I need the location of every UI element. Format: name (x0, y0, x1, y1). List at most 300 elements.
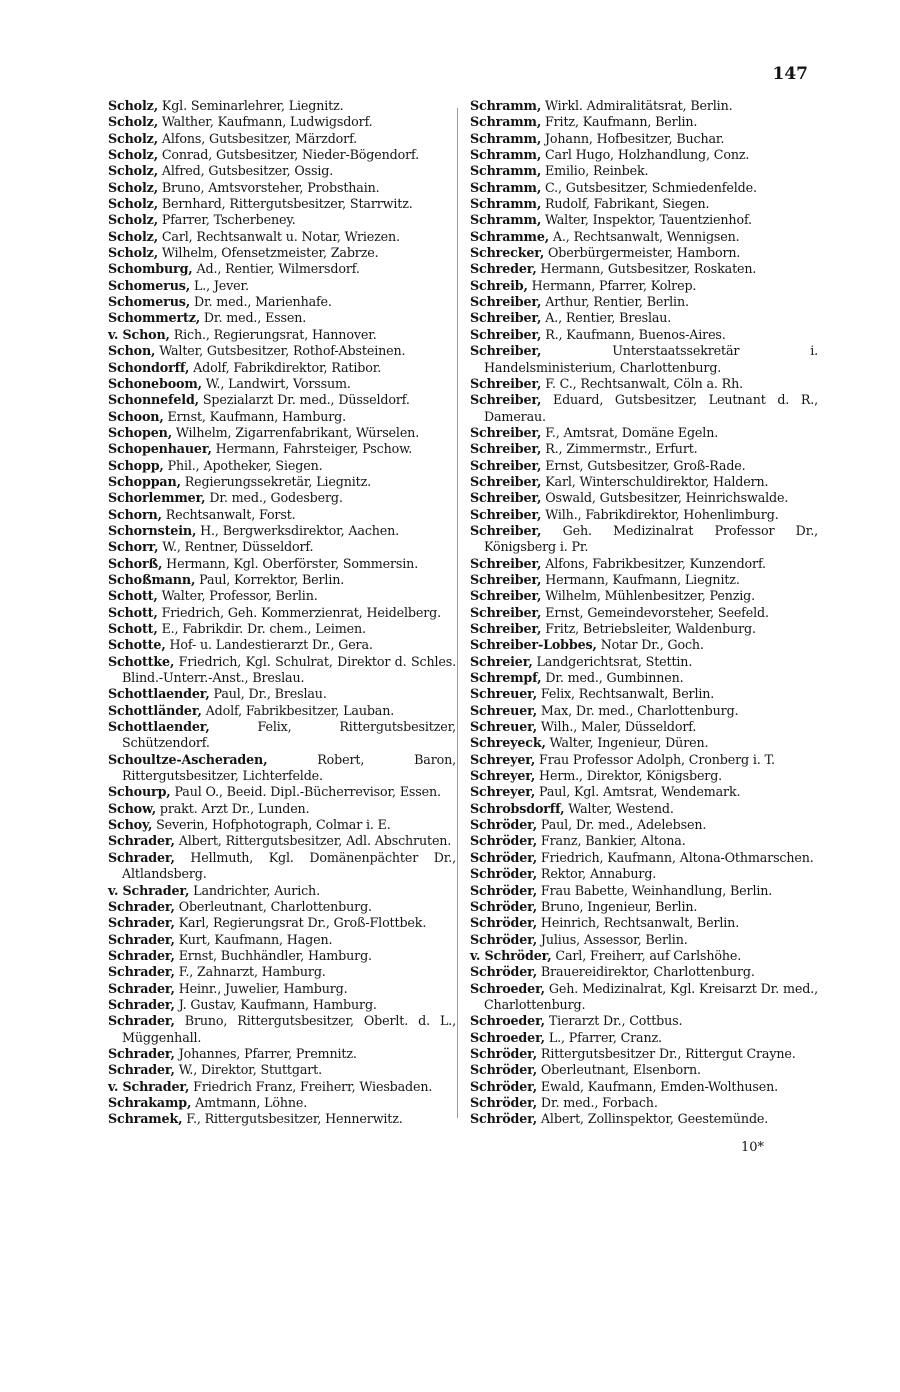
entry-surname: Schrecker, (470, 245, 545, 261)
entry-surname: Schottlaender, (108, 686, 210, 702)
entry-surname: Schott, (108, 588, 158, 604)
directory-entry (470, 163, 818, 179)
entry-surname: Schreiber, (470, 457, 542, 473)
directory-entry (108, 343, 456, 359)
entry-details: Carl, Freiherr, auf Carlshöhe. (555, 947, 742, 963)
entry-details: Rektor, Annaburg. (540, 866, 657, 882)
directory-entry (470, 490, 818, 506)
directory-entry (470, 605, 818, 621)
entry-details: Walter, Professor, Berlin. (161, 588, 318, 604)
directory-entry (108, 360, 456, 376)
directory-entry (108, 458, 456, 474)
entry-surname: Scholz, (108, 163, 158, 179)
entry-surname: v. Schröder, (470, 947, 552, 963)
entry-surname: Schomerus, (108, 277, 191, 293)
directory-entry (470, 735, 818, 751)
directory-entry (470, 245, 818, 261)
entry-surname: Schornstein, (108, 522, 197, 538)
entry-details: Frau Professor Adolph, Cronberg i. T. (539, 751, 775, 767)
entry-details: Emilio, Reinbek. (544, 163, 649, 179)
entry-surname: Schorlemmer, (108, 490, 206, 506)
directory-entry (470, 833, 818, 849)
directory-entry (108, 850, 456, 883)
directory-entry (470, 719, 818, 735)
entry-details: Franz, Bankier, Altona. (540, 833, 686, 849)
entry-details: Ewald, Kaufmann, Emden-Wolthusen. (540, 1078, 779, 1094)
directory-entry (470, 801, 818, 817)
directory-entry (470, 507, 818, 523)
entry-surname: Schroeder, (470, 1029, 545, 1045)
entry-surname: Schottke, (108, 653, 175, 669)
entry-details: F., Amtsrat, Domäne Egeln. (545, 424, 719, 440)
entry-surname: Schoy, (108, 817, 153, 833)
entry-details: Friedrich, Kgl. Schulrat, Direktor d. Schles. Blind.-Unterr.-Anst., Breslau. (122, 653, 456, 686)
entry-details: Bruno, Rittergutsbesitzer, Oberlt. d. L., Müggenhall. (122, 1013, 457, 1045)
entry-surname: Schrader, (108, 964, 175, 980)
entry-details: Hellmuth, Kgl. Domänenpächter Dr., Altlandsberg. (122, 849, 456, 882)
entry-surname: v. Schrader, (108, 882, 190, 898)
directory-entry (108, 1079, 456, 1095)
directory-entry (108, 212, 456, 228)
entry-details: Arthur, Rentier, Berlin. (545, 294, 689, 310)
directory-entry (108, 409, 456, 425)
entry-details: Walther, Kaufmann, Ludwigsdorf. (161, 114, 373, 130)
entry-surname: Scholz, (108, 245, 158, 261)
entry-surname: Schreuer, (470, 719, 537, 735)
entry-surname: Schopenhauer, (108, 441, 212, 457)
directory-entry (470, 670, 818, 686)
entry-surname: Schommertz, (108, 310, 201, 326)
entry-surname: Schröder, (470, 1111, 538, 1127)
entry-details: Bruno, Amtsvorsteher, Probsthain. (161, 179, 380, 195)
entry-details: Wilh., Maler, Düsseldorf. (540, 719, 697, 735)
directory-entry (470, 294, 818, 310)
entry-surname: Schrobsdorff, (470, 800, 565, 816)
entry-surname: Schroeder, (470, 980, 545, 996)
entry-details: Amtmann, Löhne. (195, 1094, 308, 1110)
directory-entry (470, 1062, 818, 1078)
directory-entry (108, 621, 456, 637)
entry-details: F., Zahnarzt, Hamburg. (178, 964, 326, 980)
directory-entry (470, 768, 818, 784)
entry-details: W., Landwirt, Vorssum. (205, 375, 351, 391)
directory-entry (108, 474, 456, 490)
entry-surname: Schröder, (470, 915, 538, 931)
entry-surname: Schramm, (470, 196, 542, 212)
entry-details: Wilh., Fabrikdirektor, Hohenlimburg. (545, 506, 779, 522)
entry-details: R., Kaufmann, Buenos-Aires. (545, 326, 726, 342)
entry-surname: Schröder, (470, 833, 538, 849)
entry-surname: Schröder, (470, 898, 538, 914)
entry-surname: Schramm, (470, 163, 542, 179)
directory-entry (108, 948, 456, 964)
directory-entry (470, 98, 818, 114)
entry-details: Adolf, Fabrikbesitzer, Lauban. (205, 702, 395, 718)
entry-surname: Schoßmann, (108, 571, 196, 587)
entry-details: Bernhard, Rittergutsbesitzer, Starrwitz. (161, 196, 413, 212)
left-column (108, 98, 456, 1128)
directory-entry (108, 261, 456, 277)
entry-surname: Scholz, (108, 114, 158, 130)
directory-entry (108, 98, 456, 114)
entry-surname: Schreiber-Lobbes, (470, 637, 597, 653)
directory-entry (108, 1046, 456, 1062)
entry-surname: Schrader, (108, 915, 175, 931)
entry-details: F., Rittergutsbesitzer, Hennerwitz. (186, 1111, 403, 1127)
entry-surname: Schourp, (108, 784, 171, 800)
directory-entry (108, 686, 456, 702)
entry-surname: Schröder, (470, 931, 538, 947)
entry-surname: Schreyer, (470, 784, 536, 800)
entry-details: Robert, Baron, Rittergutsbesitzer, Lichterfelde. (122, 751, 457, 784)
entry-surname: Schreiber, (470, 621, 542, 636)
entry-surname: Schrader, (108, 1013, 175, 1029)
directory-entry (108, 752, 456, 785)
entry-surname: Schrader, (108, 947, 175, 963)
entry-details: Conrad, Gutsbesitzer, Nieder-Bögendorf. (161, 147, 420, 163)
entry-surname: Schramme, (470, 228, 550, 244)
entry-details: prakt. Arzt Dr., Lunden. (159, 800, 310, 816)
entry-surname: Schramm, (470, 130, 542, 146)
directory-entry (470, 343, 818, 376)
sheet-signature: 10* (740, 1140, 764, 1155)
entry-details: A., Rechtsanwalt, Wennigsen. (552, 228, 740, 244)
entry-surname: Scholz, (108, 147, 158, 163)
directory-entry (108, 425, 456, 441)
directory-entry (470, 229, 818, 245)
entry-details: Walter, Gutsbesitzer, Rothof-Absteinen. (159, 343, 406, 359)
entry-surname: Schoneboom, (108, 375, 202, 391)
entry-surname: Schreiber, (470, 310, 542, 326)
directory-entry (108, 817, 456, 833)
entry-details: Oberleutnant, Elsenborn. (540, 1062, 701, 1078)
entry-surname: Schreyer, (470, 751, 536, 767)
entry-details: R., Zimmermstr., Erfurt. (545, 441, 698, 457)
entry-details: Johann, Hofbesitzer, Buchar. (544, 130, 725, 146)
directory-entry (470, 621, 818, 637)
entry-surname: Schreiber, (470, 343, 542, 359)
directory-entry (108, 981, 456, 997)
entry-surname: Schrader, (108, 980, 175, 996)
directory-entry (108, 507, 456, 523)
directory-entry (470, 932, 818, 948)
entry-surname: Schramm, (470, 98, 542, 113)
directory-entry (108, 1013, 456, 1046)
entry-surname: Schrakamp, (108, 1094, 192, 1110)
directory-entry (470, 588, 818, 604)
entry-details: Karl, Winterschuldirektor, Haldern. (545, 473, 769, 489)
entry-details: Eduard, Gutsbesitzer, Leutnant d. R., Damerau. (484, 392, 818, 424)
directory-entry (470, 523, 818, 556)
directory-entry (108, 523, 456, 539)
directory-entry (108, 654, 456, 687)
entry-details: Rudolf, Fabrikant, Siegen. (544, 196, 710, 212)
directory-entry (470, 1079, 818, 1095)
entry-surname: Schreiber, (470, 294, 542, 310)
directory-entry (470, 915, 818, 931)
entry-details: Geh. Medizinalrat Professor Dr., Königsberg i. Pr. (484, 522, 818, 555)
directory-entry (470, 474, 818, 490)
entry-surname: Schrader, (108, 1045, 175, 1061)
directory-entry (470, 964, 818, 980)
entry-details: Hof- u. Landestierarzt Dr., Gera. (169, 637, 373, 653)
entry-surname: Schramm, (470, 114, 542, 130)
directory-entry (108, 1111, 456, 1127)
directory-entry (108, 572, 456, 588)
directory-entry (108, 801, 456, 817)
entry-surname: Schorr, (108, 539, 159, 555)
entry-details: Brauereidirektor, Charlottenburg. (540, 964, 755, 980)
entry-surname: Scholz, (108, 130, 158, 146)
directory-entry (470, 392, 818, 425)
directory-entry (108, 1062, 456, 1078)
entry-details: Dr. med., Gumbinnen. (545, 670, 684, 686)
entry-details: Felix, Rechtsanwalt, Berlin. (540, 686, 715, 702)
entry-surname: Schröder, (470, 1062, 538, 1078)
directory-entry (470, 114, 818, 130)
entry-details: Karl, Regierungsrat Dr., Groß-Flottbek. (178, 915, 427, 931)
directory-entry (108, 131, 456, 147)
directory-entry (470, 1046, 818, 1062)
entry-details: Friedrich Franz, Freiherr, Wiesbaden. (193, 1078, 433, 1094)
entry-details: Landrichter, Aurich. (193, 882, 320, 898)
entry-details: E., Fabrikdir. Dr. chem., Leimen. (161, 621, 366, 636)
entry-details: Albert, Zollinspektor, Geestemünde. (540, 1111, 769, 1127)
entry-details: Hermann, Gutsbesitzer, Roskaten. (540, 261, 757, 277)
entry-surname: Schramek, (108, 1111, 183, 1127)
entry-surname: Schreuer, (470, 686, 537, 702)
entry-surname: Schorß, (108, 555, 163, 571)
entry-details: Rich., Regierungsrat, Hannover. (173, 326, 377, 342)
entry-details: Felix, Rittergutsbesitzer, Schützendorf. (122, 719, 457, 751)
directory-entry (470, 196, 818, 212)
entry-surname: v. Schrader, (108, 1078, 190, 1094)
entry-surname: Schreiber, (470, 326, 542, 342)
entry-details: Ernst, Gemeindevorsteher, Seefeld. (545, 604, 769, 620)
directory-entry (108, 1095, 456, 1111)
entry-surname: Schreuer, (470, 702, 537, 718)
directory-entry (470, 376, 818, 392)
entry-surname: Schreiber, (470, 424, 542, 440)
entry-details: Carl, Rechtsanwalt u. Notar, Wriezen. (161, 228, 400, 244)
entry-surname: Schottlaender, (108, 719, 210, 735)
entry-details: F. C., Rechtsanwalt, Cöln a. Rh. (545, 375, 743, 391)
directory-entry (108, 637, 456, 653)
entry-details: Max, Dr. med., Charlottenburg. (540, 702, 739, 718)
entry-details: Rittergutsbesitzer Dr., Rittergut Crayne. (540, 1045, 796, 1061)
directory-entry (470, 654, 818, 670)
entry-details: H., Bergwerksdirektor, Aachen. (200, 522, 400, 538)
entry-details: Wilhelm, Ofensetzmeister, Zabrze. (161, 245, 379, 261)
entry-surname: Schotte, (108, 637, 166, 653)
entry-surname: Schreiber, (470, 473, 542, 489)
page-number: 147 (772, 64, 808, 84)
directory-entry (470, 686, 818, 702)
entry-details: Johannes, Pfarrer, Premnitz. (178, 1045, 357, 1061)
directory-entry (108, 392, 456, 408)
entry-details: Hermann, Fahrsteiger, Pschow. (215, 441, 413, 457)
directory-entry (108, 719, 456, 752)
entry-details: Ernst, Kaufmann, Hamburg. (167, 408, 347, 424)
column-divider (457, 108, 458, 1118)
directory-entry (108, 539, 456, 555)
entry-details: Heinr., Juwelier, Hamburg. (178, 980, 348, 996)
entry-surname: Schow, (108, 800, 156, 816)
entry-details: Albert, Rittergutsbesitzer, Adl. Abschruten. (178, 833, 452, 849)
directory-entry (470, 817, 818, 833)
entry-surname: Schreiber, (470, 588, 542, 604)
entry-surname: Schramm, (470, 212, 542, 228)
entry-details: Notar Dr., Goch. (600, 637, 704, 653)
entry-surname: Schröder, (470, 1094, 538, 1110)
entry-surname: Schröder, (470, 1045, 538, 1061)
entry-details: Paul, Dr. med., Adelebsen. (540, 817, 707, 833)
entry-details: Pfarrer, Tscherbeney. (161, 212, 296, 228)
entry-details: Paul, Dr., Breslau. (213, 686, 327, 702)
entry-details: Walter, Westend. (568, 800, 674, 816)
directory-entry (108, 327, 456, 343)
entry-surname: Schreiber, (470, 392, 542, 408)
entry-surname: Schomerus, (108, 294, 191, 310)
entry-details: L., Pfarrer, Cranz. (548, 1029, 662, 1045)
entry-details: Ernst, Gutsbesitzer, Groß-Rade. (545, 457, 746, 473)
entry-surname: Scholz, (108, 228, 158, 244)
entry-surname: Schon, (108, 343, 156, 359)
directory-entry (108, 294, 456, 310)
entry-surname: Schopen, (108, 424, 172, 440)
entry-surname: Scholz, (108, 179, 158, 195)
entry-details: Frau Babette, Weinhandlung, Berlin. (540, 882, 773, 898)
directory-entry (470, 556, 818, 572)
entry-surname: Schoppan, (108, 473, 181, 489)
directory-entry (108, 784, 456, 800)
directory-entry (108, 932, 456, 948)
entry-details: Wilhelm, Mühlenbesitzer, Penzig. (545, 588, 756, 604)
directory-entry (470, 883, 818, 899)
directory-entry (470, 147, 818, 163)
directory-entry (108, 588, 456, 604)
directory-entry (470, 637, 818, 653)
directory-entry (470, 1030, 818, 1046)
entry-surname: Schondorff, (108, 359, 190, 375)
directory-entry (108, 605, 456, 621)
entry-details: Carl Hugo, Holzhandlung, Conz. (544, 147, 750, 163)
directory-entry (470, 948, 818, 964)
entry-details: Alfons, Fabrikbesitzer, Kunzendorf. (545, 555, 766, 571)
entry-details: Paul O., Beeid. Dipl.-Bücherrevisor, Essen. (174, 784, 441, 800)
entry-details: Dr. med., Essen. (203, 310, 307, 326)
entry-surname: Schreiber, (470, 506, 542, 522)
entry-details: Geh. Medizinalrat, Kgl. Kreisarzt Dr. med., Charlottenburg. (484, 980, 818, 1012)
entry-surname: Schopp, (108, 457, 164, 473)
entry-details: Dr. med., Marienhafe. (193, 294, 332, 310)
directory-entry (108, 883, 456, 899)
directory-entry (108, 245, 456, 261)
entry-surname: Schreiber, (470, 375, 542, 391)
entry-details: Heinrich, Rechtsanwalt, Berlin. (540, 915, 740, 931)
entry-details: Hermann, Pfarrer, Kolrep. (531, 277, 697, 293)
entry-surname: Schottländer, (108, 702, 202, 718)
entry-details: Landgerichtsrat, Stettin. (536, 653, 693, 669)
directory-entry (108, 899, 456, 915)
entry-details: Oberbürgermeister, Hamborn. (548, 245, 741, 261)
directory-entry (470, 278, 818, 294)
entry-details: Unterstaatssekretär i. Handelsministerium, Charlottenburg. (484, 343, 819, 375)
entry-surname: Schreyer, (470, 768, 536, 784)
directory-entry (470, 327, 818, 343)
entry-details: Ernst, Buchhändler, Hamburg. (178, 947, 372, 963)
entry-surname: Schreiber, (470, 522, 542, 538)
directory-entry (108, 376, 456, 392)
directory-entry (470, 1095, 818, 1111)
directory-entry (470, 981, 818, 1014)
directory-entry (108, 490, 456, 506)
directory-entry (470, 458, 818, 474)
directory-entry (470, 131, 818, 147)
entry-details: Severin, Hofphotograph, Colmar i. E. (156, 817, 391, 833)
directory-entry (470, 899, 818, 915)
entry-details: Wilhelm, Zigarrenfabrikant, Würselen. (175, 424, 420, 440)
directory-entry (470, 425, 818, 441)
directory-entry (108, 310, 456, 326)
entry-details: Paul, Kgl. Amtsrat, Wendemark. (539, 784, 741, 800)
entry-surname: Schroeder, (470, 1013, 545, 1029)
entry-surname: Schrader, (108, 1062, 175, 1078)
entry-surname: Schrader, (108, 849, 175, 865)
entry-surname: Schonnefeld, (108, 392, 199, 408)
entry-details: Tierarzt Dr., Cottbus. (548, 1013, 683, 1029)
entry-surname: Schröder, (470, 817, 538, 833)
entry-surname: Schreder, (470, 261, 537, 277)
entry-details: Spezialarzt Dr. med., Düsseldorf. (202, 392, 410, 408)
entry-details: W., Direktor, Stuttgart. (178, 1062, 323, 1078)
directory-entry (108, 703, 456, 719)
directory-entry (108, 997, 456, 1013)
entry-details: Ad., Rentier, Wilmersdorf. (196, 261, 360, 277)
directory-entry (108, 180, 456, 196)
entry-details: Oswald, Gutsbesitzer, Heinrichswalde. (545, 490, 789, 506)
directory-entry (470, 261, 818, 277)
entry-surname: Schröder, (470, 1078, 538, 1094)
directory-entry (470, 441, 818, 457)
entry-details: Adolf, Fabrikdirektor, Ratibor. (193, 359, 382, 375)
directory-entry (470, 784, 818, 800)
entry-details: C., Gutsbesitzer, Schmiedenfelde. (544, 179, 757, 195)
directory-entry (108, 114, 456, 130)
entry-surname: Schrader, (108, 898, 175, 914)
entry-details: Hermann, Kaufmann, Liegnitz. (545, 571, 740, 587)
right-column (470, 98, 818, 1128)
directory-entry (108, 964, 456, 980)
directory-entry (470, 752, 818, 768)
entry-details: Herm., Direktor, Königsberg. (539, 768, 723, 784)
directory-entry (108, 196, 456, 212)
entry-surname: Schröder, (470, 964, 538, 980)
entry-details: Fritz, Kaufmann, Berlin. (544, 114, 698, 130)
entry-surname: Schreiber, (470, 604, 542, 620)
directory-entry (470, 866, 818, 882)
entry-details: Bruno, Ingenieur, Berlin. (540, 898, 698, 914)
directory-entry (470, 850, 818, 866)
entry-details: Rechtsanwalt, Forst. (165, 506, 296, 522)
entry-surname: Schrader, (108, 931, 175, 947)
entry-surname: Scholz, (108, 212, 158, 228)
entry-details: Regierungssekretär, Liegnitz. (184, 473, 372, 489)
entry-surname: Schreiber, (470, 555, 542, 571)
entry-surname: v. Schon, (108, 326, 170, 342)
entry-details: L., Jever. (193, 277, 249, 293)
entry-surname: Schrempf, (470, 670, 542, 686)
